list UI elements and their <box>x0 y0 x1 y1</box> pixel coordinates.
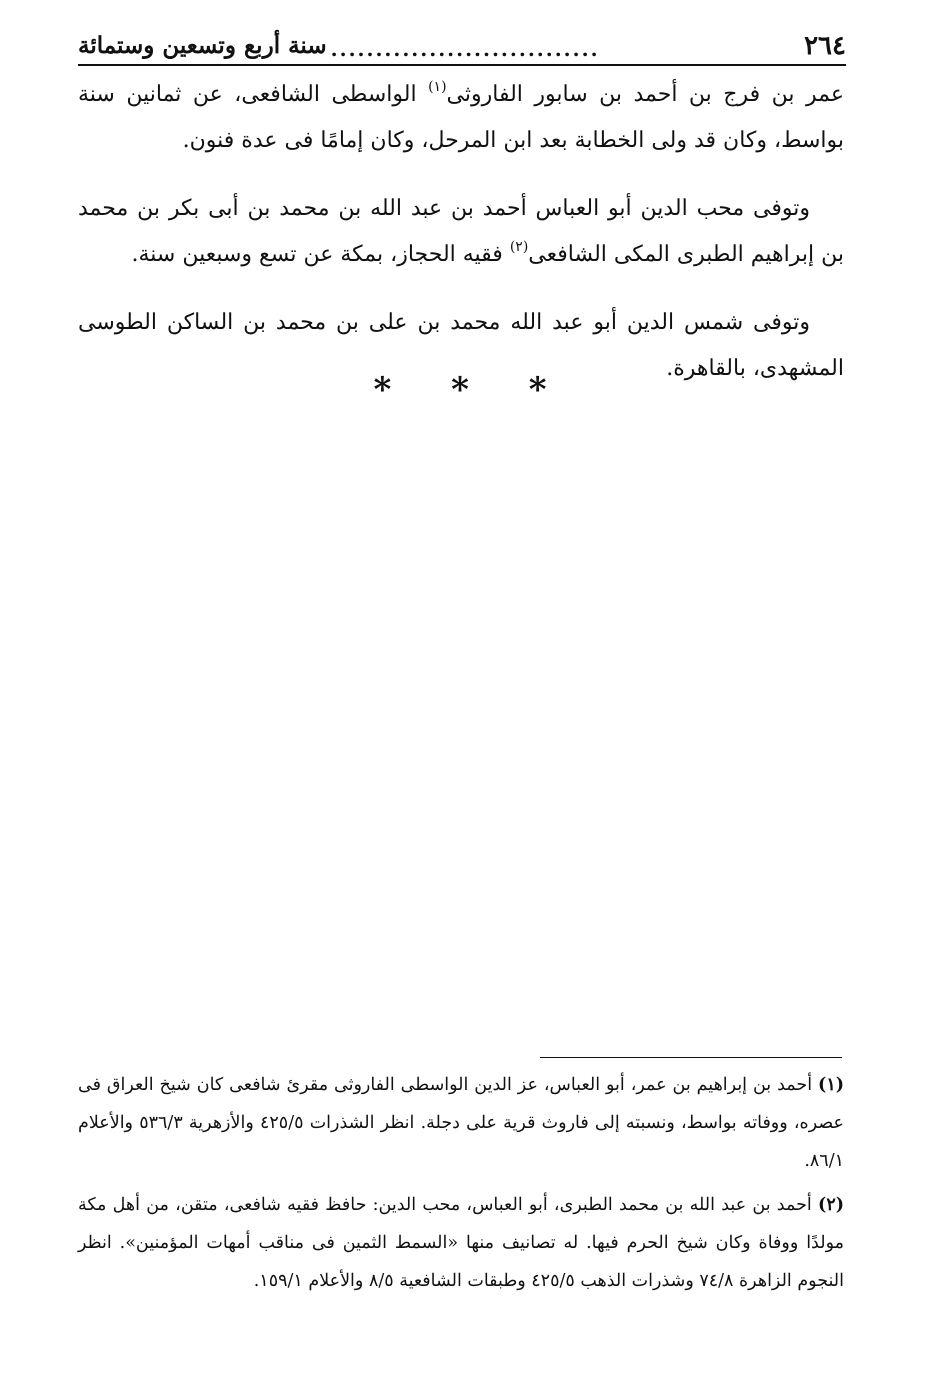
page-number: ٢٦٤ <box>804 31 846 61</box>
paragraph-1 <box>78 72 844 164</box>
running-title: سنة أربع وتسعين وستمائة <box>78 32 327 59</box>
header-leader-dots: .............................. <box>330 37 600 61</box>
section-separator: * * * <box>373 370 571 410</box>
paragraph-2-text-b: فقيه الحجاز، بمكة عن تسع وسبعين سنة. <box>131 242 510 267</box>
paragraph-1-text-a: عمر بن فرج بن أحمد بن سابور الفاروثى <box>446 82 844 107</box>
footnote-divider <box>540 1057 842 1058</box>
paragraph-2 <box>78 186 844 278</box>
footnote-1 <box>78 1066 844 1180</box>
footnote-1-marker: (١) <box>818 1075 844 1095</box>
main-text <box>78 72 844 414</box>
footnotes <box>78 1066 844 1306</box>
paragraph-3-text: وتوفى شمس الدين أبو عبد الله محمد بن على بن محمد بن الساكن الطوسى المشهدى، بالقاهرة. <box>78 310 844 381</box>
footnote-2-text: أحمد بن عبد الله بن محمد الطبرى، أبو العباس، محب الدين: حافظ فقيه شافعى، متقن، من أهل مكة مولدًا ووفاة وكان شيخ الحرم فيها. له تصانيف منها «السمط الثمين فى مناقب أمهات المؤمنين». انظر النجوم الزاهرة ٧٤/٨ وشذرات الذهب ٤٢٥/٥ وطبقات الشافعية ٨/٥ والأعلام ١٥٩/١. <box>78 1195 844 1291</box>
footnote-ref-1: (١) <box>428 79 447 95</box>
footnote-2 <box>78 1186 844 1300</box>
footnote-2-marker: (٢) <box>818 1195 844 1215</box>
paragraph-1-text-b: الواسطى الشافعى، عن ثمانين سنة بواسط، وكان قد ولى الخطابة بعد ابن المرحل، وكان إمامًا فى عدة فنون. <box>78 82 844 153</box>
footnote-1-text: أحمد بن إبراهيم بن عمر، أبو العباس، عز الدين الواسطى الفاروثى مقرئ شافعى كان شيخ العراق فى عصره، ووفاته بواسط، ونسبته إلى فاروث قرية على دجلة. انظر الشذرات ٤٢٥/٥ والأزهرية ٥٣٦/٣ والأعلام ٨٦/١. <box>78 1075 845 1171</box>
footnote-ref-2: (٢) <box>509 239 529 255</box>
paragraph-2-text-a: وتوفى محب الدين أبو العباس أحمد بن عبد الله بن محمد بن أبى بكر بن محمد بن إبراهيم الطبرى المكى الشافعى <box>78 196 844 267</box>
page-header <box>78 24 846 66</box>
